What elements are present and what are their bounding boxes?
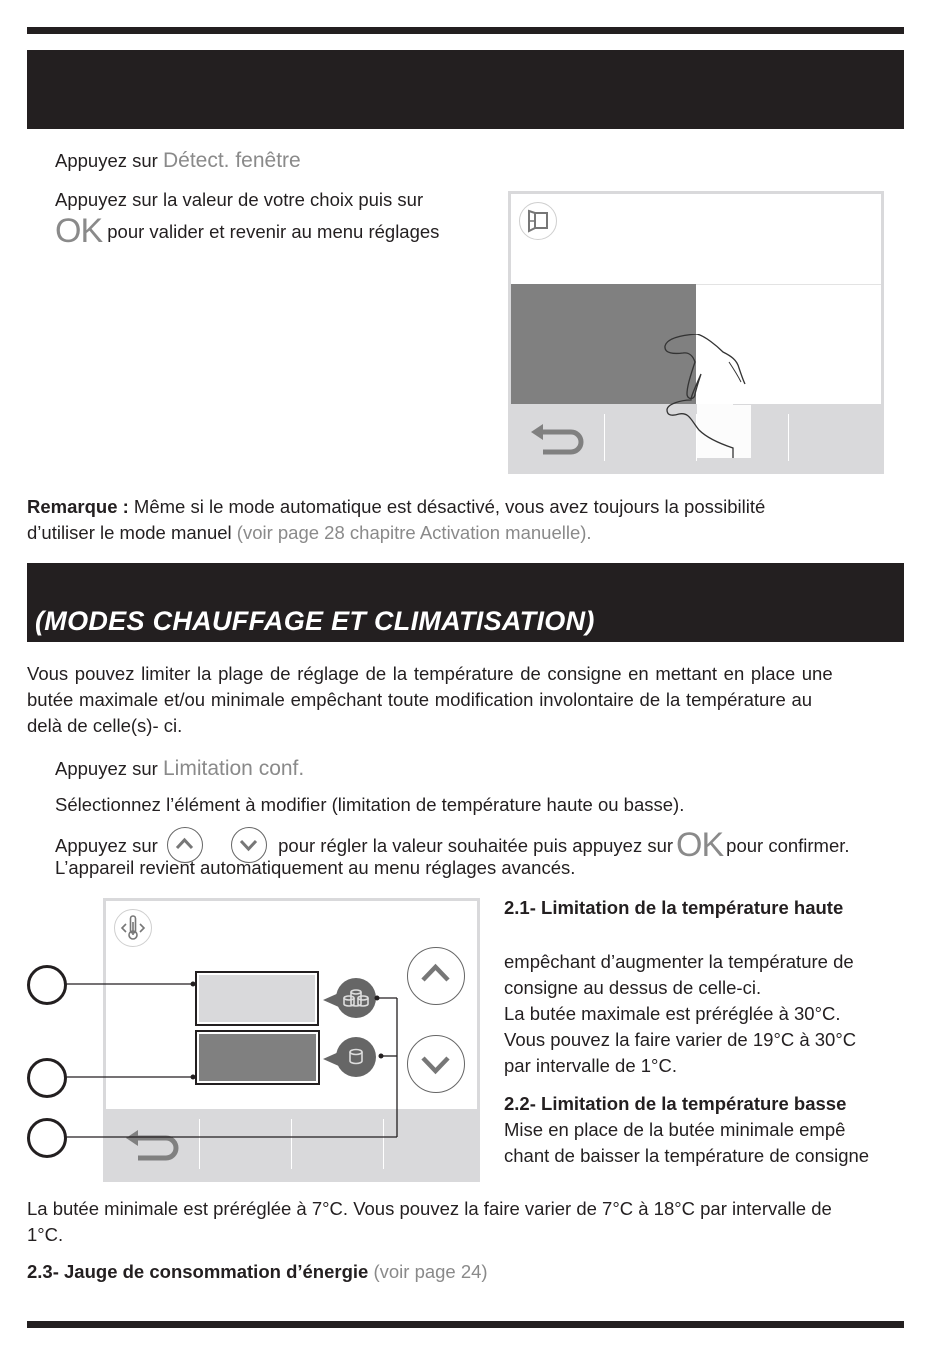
remark-line1: Remarque : Même si le mode automatique est désactivé, vous avez toujours la possibilité [27,496,766,517]
callout-circle-1 [27,965,67,1005]
section1-step1 [55,148,301,175]
sub21-line: La butée maximale est préréglée à 30°C. [504,1003,841,1024]
sub23-page-link[interactable]: (voir page 24) [373,1261,488,1282]
section1-step2-line2: OK pour valider et revenir au menu réglages [55,212,440,250]
ok-symbol: OK [676,826,724,864]
sub23-line [27,1259,488,1286]
window-icon [519,202,557,240]
sub22-title: 2.2- Limitation de la température basse [504,1093,847,1114]
callout-circle-2 [27,1058,67,1098]
intro-line1: Vous pouvez limiter la plage de réglage de la température de consigne en mettant en place une [27,663,833,684]
section2-step2: Sélectionnez l’élément à modifier (limitation de température haute ou basse). [55,794,685,815]
sub21-line: empêchant d’augmenter la température de [504,951,854,972]
sub21-title: 2.1- Limitation de la température haute [504,897,844,918]
sub21-line: par intervalle de 1°C. [504,1055,677,1076]
bottom-rule [27,1321,904,1328]
menu-item-limitation-conf: Limitation conf. [162,757,305,780]
hand-pointer-illustration [661,334,761,458]
min-limit-line2: 1°C. [27,1224,64,1245]
remark-line2: d’utiliser le mode manuel (voir page 28 chapitre Activation manuelle). [27,522,592,543]
sub22-line: Mise en place de la butée minimale empê [504,1119,846,1140]
sub23-title: 2.3- Jauge de consommation d’énergie [27,1261,369,1282]
section2-step4: L’appareil revient automatiquement au menu réglages avancés. [55,857,576,878]
back-button[interactable] [529,422,589,458]
section2-step1: Appuyez sur Limitation conf. [55,757,305,780]
section1-banner [27,50,904,129]
callout-lines [0,890,500,1190]
sub21-line: consigne au dessus de celle-ci. [504,977,762,998]
remark-label: Remarque : [27,496,129,517]
min-limit-line1: La butée minimale est préréglée à 7°C. Vous pouvez la faire varier de 7°C à 18°C par intervalle de [27,1198,832,1219]
section2-step3: Appuyez sur pour régler la valeur souhaitée puis appuyez surOK pour confirmer. [55,826,850,864]
section1-step2-line1: Appuyez sur la valeur de votre choix puis sur [55,189,424,210]
section2-banner [27,563,904,642]
top-rule [27,27,904,34]
section2-title: (MODES CHAUFFAGE ET CLIMATISATION) [35,606,595,636]
nav-divider [788,414,789,461]
intro-line2: butée maximale et/ou minimale empêchant toute modification involontaire de la température au [27,689,813,710]
intro-line3: delà de celle(s)- ci. [27,715,183,736]
remark-page-link[interactable]: (voir page 28 chapitre Activation manuelle). [236,522,592,543]
callout-circle-3 [27,1118,67,1158]
sub22-line: chant de baisser la température de consigne [504,1145,870,1166]
ok-symbol: OK [55,212,103,250]
window-detection-screen [508,191,884,474]
sub21-line: Vous pouvez la faire varier de 19°C à 30°C [504,1029,857,1050]
nav-divider [604,414,605,461]
step1-prefix: Appuyez sur [55,150,158,171]
menu-item-detect-fenetre: Détect. fenêtre [162,149,301,172]
